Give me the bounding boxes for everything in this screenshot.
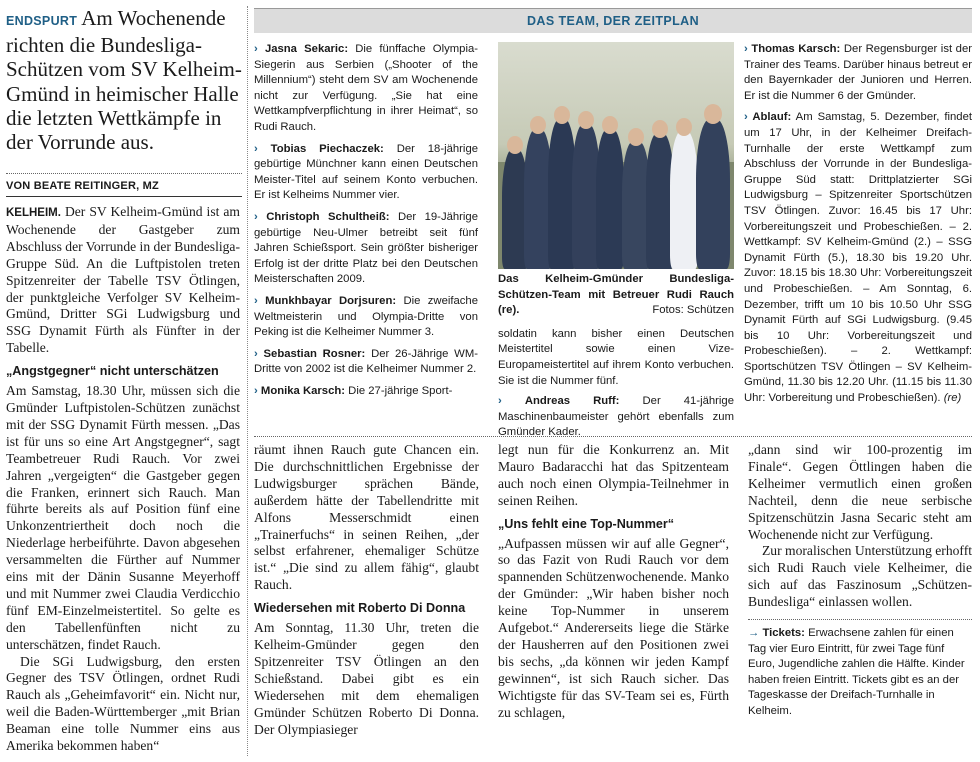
arrow-icon: › [254,142,271,155]
infobox-entry [744,110,972,406]
arrow-right-icon: → [748,627,760,640]
infobox-col-left [254,42,478,405]
tickets-label: Tickets: [762,627,805,640]
author-initials: (re) [943,392,962,405]
infobox-entry [254,384,478,400]
article-col-2 [254,442,479,738]
entry-text: Der Regensburger ist der Trainer des Teams. Darüber hinaus betreut er den Bayernkader der Junioren und Herren. Er ist die Nummer 6 der Gmünder. [744,43,973,102]
entry-text: Der 18-jährige gebürtige Münchner kann einen Deutschen Meister-Titel auf seinem Konto verbuchen. Er ist Kelheims Nummer vier. [254,142,479,202]
caption-credit: Fotos: Schützen [652,304,734,317]
kicker: ENDSPURT [6,14,78,28]
infobox-entry [744,42,972,104]
person [670,131,698,269]
infobox-bottom-rule [254,436,972,437]
arrow-icon: › [254,384,261,397]
column-divider [247,6,248,756]
photo-caption [498,272,734,319]
infobox-entry [254,294,478,341]
team-photo [498,42,734,269]
infobox-title: DAS TEAM, DER ZEITPLAN [527,14,699,28]
infobox-col-right [744,42,972,413]
intro-paragraph [6,204,240,357]
entry-name: Andreas Ruff: [524,395,620,408]
head [530,116,546,134]
entry-name: Monika Karsch: [260,384,346,397]
entry-text: Der 19-Jährige gebürtige Neu-Ulmer betreibt seit fünf Jahren Schießsport. Sein größter bisheriger Erfolg ist der dritte Platz bei den Deutschen Meisterschaften 2009. [254,210,478,286]
infobox-col-middle [498,272,734,441]
dateline: KELHEIM. [6,207,61,219]
byline-rule-top [6,173,242,174]
arrow-icon: › [498,395,502,408]
infobox-entry [254,142,478,204]
paragraph: legt nun für die Konkurrenz an. Mit Mauro Badaracchi hat das Spitzenteam auch noch einen Olympia-Teilnehmer in seinen Reihen. [498,442,729,508]
person [596,129,624,269]
byline: VON BEATE REITINGER, MZ [6,180,159,192]
paragraph: „Aufpassen müssen wir auf alle Gegner“, so das Fazit von Rudi Rauch vor dem spannenden Schützenwochenende. Manko der Gmünder: „Wir haben bisher noch keine Top-Nummer in unserem Aufgebot.“ Andererseits liege die Stärke der Hausherren auf den Positionen zwei bis sechs, „da können wir jeden Kampf gewinnen“, ist sich Rauch sicher. Das Wichtigste für das SV-Team sei es, Fürth zu schlagen, [498,535,729,720]
article-col-1 [6,204,240,755]
entry-name: Tobias Piechaczek: [270,142,384,155]
arrow-icon: › [254,43,265,55]
paragraph: Am Sonntag, 11.30 Uhr, treten die Kelheim-Gmünder gegen den Spitzenreiter TSV Ötlingen an den Schießstand. Dabei gibt es ein Wiedersehen mit dem ehemaligen Gmünder Schützen Roberto Di Donna. Der Olympiasieger [254,620,479,737]
arrow-icon: › [744,43,752,55]
infobox-title-bar [254,8,972,33]
entry-text: Die 27-jährige Sport- [348,384,453,397]
headline-text: Am Wochenende richten die Bundesliga-Schützen vom SV Kelheim-Gmünd in heimischer Halle die letzten Wettkämpfe in der Vorrunde aus. [6,6,242,155]
head [628,128,644,146]
entry-name: Sebastian Rosner: [263,347,366,360]
infobox-entry [254,42,478,136]
infobox-entry [254,347,478,378]
arrow-icon: › [254,210,267,223]
paragraph: räumt ihnen Rauch gute Chancen ein. Die durchschnittlichen Ergebnisse der Ludwigsburger sprächen Bände, außerdem hätte der Tabellendritte mit Alfons Messerschmidt einen „Trainerfuchs“ in seinen Reihen, „der selbst erfahrener, ehemaliger Schütze ist.“ „Die sind zu allem fähig“, glaubt Rauch. [254,442,479,593]
caption-text: Das Kelheim-Gmünder Bundesliga-Schützen-Team mit Betreuer Rudi Rauch (re). [498,273,734,317]
head [507,136,523,154]
infobox-entry [254,210,478,288]
paragraph: „dann sind wir 100-prozentig im Finale“. Gegen Öttlingen haben die Kelheimer vermutlich einen großen Nachteil, denn die neue serbische Spitzenschützin Jasna Secaric steht am Wochenende nicht zur Verfügung. [748,442,972,542]
entry-text: Die zweifache Weltmeisterin und Olympia-Dritte von Peking ist die Kelheimer Nummer 3. [254,294,478,339]
entry-name: Christoph Schultheiß: [266,210,390,223]
arrow-icon: › [254,294,266,307]
entry-name: Jasna Sekaric: [264,43,349,55]
entry-name: Ablauf: [752,111,792,124]
article-col-4 [748,442,972,720]
tickets-text: Erwachsene zahlen für einen Tag vier Euro Eintritt, für zwei Tage fünf Euro, Jugendliche zahlen die Hälfte. Kinder haben freien Eintritt. Tickets gibt es an der Tageskasse der Dreifach-Turnhalle in Kelheim. [748,627,965,718]
byline-rule [6,196,242,197]
arrow-icon: › [744,111,753,124]
continued-text: soldatin kann bisher einen Deutschen Meistertitel sowie einen Vize-Europameistertitel auf ihrem Konto verbuchen. Sie ist die Nummer fünf. [498,327,734,387]
entry-text: Der 41-jährige Maschinenbaumeister gehört ebenfalls zum Gmünder Kader. [498,395,734,439]
article-col-3 [498,442,729,722]
paragraph: Zur moralischen Unterstützung erhofft sich Rudi Rauch viele Kelheimer, die sich auf das Faszinosum „Schützen-Bundesliga“ einlassen wollen. [748,543,973,610]
head [676,118,692,136]
head [578,111,594,129]
head [602,116,618,134]
entry-text: Am Samstag, 5. Dezember, findet um 17 Uhr, in der Kelheimer Dreifach-Turnhalle der erste Wettkampf zum Abschluss der Vorrunde in der Bundesliga-Gruppe Süd statt: Drittplatzierter SGi Ludwigsburg – Spitzenreiter Sportschützen TSV Ötlingen. Zuvor: 16.45 bis 17 Uhr: Vorbereitungszeit und Probeschießen. – 2. Wettkampf: SV Kelheim-Gmünd (2.) – SSG Dynamit Fürth (5.), 18.30 bis 19.20 Uhr. Zuvor: 18.15 bis 18.30 Uhr: Vorbereitungszeit und Probeschießen. – Am Sonntag, 6. Dezember, trifft um 10 bis 10.50 Uhr SSG Dynamit Fürth auf SGi Ludwigsburg. (9.45 bis 10 Uhr: Vorbereitungszeit und Probeschießen). – 2. Wettkampf: Sportschützen TSV Ötlingen – SV Kelheim-Gmünd, 11.30 bis 12.20 Uhr. (11.15 bis 11.30 Uhr: Vorbereitung und Probeschießen). [744,111,973,405]
entry-text: Der 26-Jährige WM-Dritte von 2002 ist die Kelheimer Nummer 2. [254,347,478,376]
head [554,106,570,124]
entry-name: Munkhbayar Dorjsuren: [265,294,397,307]
entry-andreas-ruff [498,394,734,441]
tickets-box [748,626,972,720]
paragraph: Am Samstag, 18.30 Uhr, müssen sich die Gmünder Luftpistolen-Schützen zunächst mit der SSG Dynamit Fürth messen. „Das ist für uns so eine Art Angstgegner“, sagt Teambetreuer Rudi Rauch. Vor zwei Jahren „vergeigten“ die Gastgeber gegen die Franken, erinnert sich Rauch. Man führte bereits als auf Position fünf eine Unkonzentriertheit doch noch die Niederlage herbeiführte. Davon abgesehen versammelten die Fürther auf Nummer eins mit der Dänin Susanne Meyerhoff und mit Nummer zwei Claudia Verdicchio fünf EM-Einzelmeistertitel. So gelte es den Tabellenfünften nicht zu unterschätzen, findet Rauch. [6,383,240,652]
subhead-wiedersehen: Wiedersehen mit Roberto Di Donna [254,601,466,616]
paragraph: Die SGi Ludwigsburg, den ersten Gegner des TSV Ötlingen, ordnet Rudi Rauch als „Geheimfavorit“ ein. Nicht nur, weil die Baden-Württemberger „mit Brian Beaman eine tolle Nummer eins aus Amerika bekommen haben“ [6,653,240,754]
head [704,104,722,124]
subhead-top-nummer: „Uns fehlt eine Top-Nummer“ [498,516,675,531]
head [652,120,668,138]
entry-text: Die fünffache Olympia-Siegerin aus Serbien („Shooter of the Millennium“) steht dem SV am Wochenende nicht zur Verfügung. „Sie hat eine Wettkampfverpflichtung in ihrer Heimat“, so Rudi Rauch. [254,43,479,133]
person [696,119,730,269]
arrow-icon: › [254,347,264,360]
intro-text: Der SV Kelheim-Gmünd ist am Wochenende der Gastgeber zum Abschluss der Vorrunde in der Bundesliga-Gruppe Süd. An die Luftpistolen treten Spitzenreiter der Tabelle TSV Ötlingen, der punktgleiche Verfolger SV Kelheim-Gmünd, Dritter SGi Ludwigsburg und SSG Dynamit Fürth als Fünfter in der Tabelle. [6,204,240,356]
entry-name: Thomas Karsch: [751,43,841,55]
tickets-rule [748,619,972,620]
lead-headline [6,6,242,154]
subhead-angstgegner: „Angstgegner“ nicht unterschätzen [6,364,219,379]
